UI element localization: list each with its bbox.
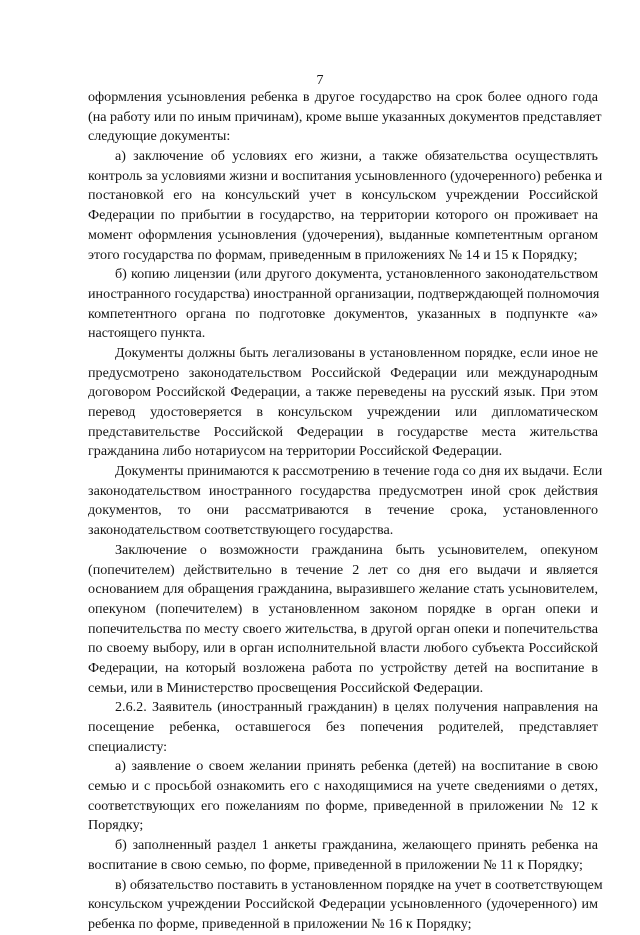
text-line: опекуном (попечителем) в установленном законом порядке в орган опеки и	[88, 600, 598, 617]
text-line: гражданина либо нотариусом на территории Российской Федерации.	[88, 443, 503, 460]
text-line: законодательством соответствующего государства.	[88, 522, 394, 539]
text-line: Документы должны быть легализованы в установленном порядке, если иное не	[115, 344, 598, 361]
text-line: документов, то они рассматриваются в течение срока, установленного	[88, 502, 598, 519]
text-line: компетентного органа по подготовке документов, указанных в подпункте «а»	[88, 305, 598, 322]
text-line: (на работу или по иным причинам), кроме выше указанных документов представляет	[88, 108, 602, 125]
text-line: консульском учреждении Российской Федерации усыновленного (удочеренного) им	[88, 896, 598, 913]
text-line: законодательством иностранного государства предусмотрен иной срок действия	[88, 482, 598, 499]
text-line: этого государства по формам, приведенным в приложениях № 14 и 15 к Порядку;	[88, 246, 578, 263]
text-line: следующие документы:	[88, 128, 231, 145]
text-line: Федерации по прибытии в государство, на территории которого он проживает на	[88, 207, 598, 224]
text-line: контроль за условиями жизни и воспитания усыновленного (удочеренного) ребенка и	[88, 167, 603, 184]
text-line: семью и с просьбой ознакомить его с находящимися на учете сведениями о детях,	[88, 778, 598, 795]
text-line: предусмотрено законодательством Российской Федерации или международным	[88, 364, 598, 381]
text-line: перевод удостоверяется в консульском учреждении или дипломатическом	[88, 404, 598, 420]
text-line: иностранного государства) иностранной организации, подтверждающей полномочия	[88, 285, 600, 302]
text-line: ребенка по форме, приведенной в приложении № 16 к Порядку;	[88, 915, 472, 932]
text-line: Документы принимаются к рассмотрению в течение года со дня их выдачи. Если	[115, 463, 603, 480]
text-line: а) заключение об условиях его жизни, а также обязательства осуществлять	[115, 148, 598, 165]
text-line: Федерации, на который возложена работа по устройству детей на воспитание в	[88, 659, 598, 676]
text-line: момент оформления усыновления (удочерения), выданные компетентным органом	[88, 226, 598, 243]
text-line: Порядку;	[88, 817, 144, 834]
text-line: специалисту:	[88, 738, 168, 755]
text-line: семьи, или в Министерство просвещения Российской Федерации.	[88, 679, 484, 696]
text-line: воспитание в свою семью, по форме, приведенной в приложении № 11 к Порядку;	[88, 856, 583, 873]
text-line: 2.6.2. Заявитель (иностранный гражданин) в целях получения направления на	[115, 699, 598, 716]
text-line: по своему выбору, или в орган исполнительной власти любого субъекта Российской	[88, 640, 598, 657]
text-line: постановкой его на консульский учет в консульском учреждении Российской	[88, 187, 598, 204]
text-line: настоящего пункта.	[88, 325, 206, 342]
text-line: Заключение о возможности гражданина быть усыновителем, опекуном	[115, 541, 598, 558]
text-line: оформления усыновления ребенка в другое государство на срок более одного года	[88, 89, 598, 105]
text-line: основанием для обращения гражданина, выразившего желание стать усыновителем,	[88, 581, 598, 598]
text-line: попечительства по месту своего жительства, в другой орган опеки и попечительства	[88, 620, 598, 637]
text-line: (попечителем) действительно в течение 2 лет со дня его выдачи и является	[88, 561, 598, 578]
text-line: а) заявление о своем желании принять ребенка (детей) на воспитание в свою	[115, 758, 598, 775]
text-line: соответствующих его пожеланиям по форме, приведенной в приложении № 12 к	[88, 797, 598, 814]
text-line: представительстве Российской Федерации в государстве места жительства	[88, 423, 598, 440]
text-line: посещение ребенка, оставшегося без попечения родителей, представляет	[88, 719, 598, 735]
text-line: в) обязательство поставить в установленном порядке на учет в соответствующем	[115, 876, 603, 893]
document-body	[88, 88, 603, 935]
text-line: б) заполненный раздел 1 анкеты гражданина, желающего принять ребенка на	[115, 837, 598, 854]
page-number: 7	[316, 73, 324, 88]
text-line: б) копию лицензии (или другого документа, установленного законодательством	[115, 266, 598, 283]
text-line: договором Российской Федерации, а также переведены на русский язык. При этом	[88, 384, 598, 401]
